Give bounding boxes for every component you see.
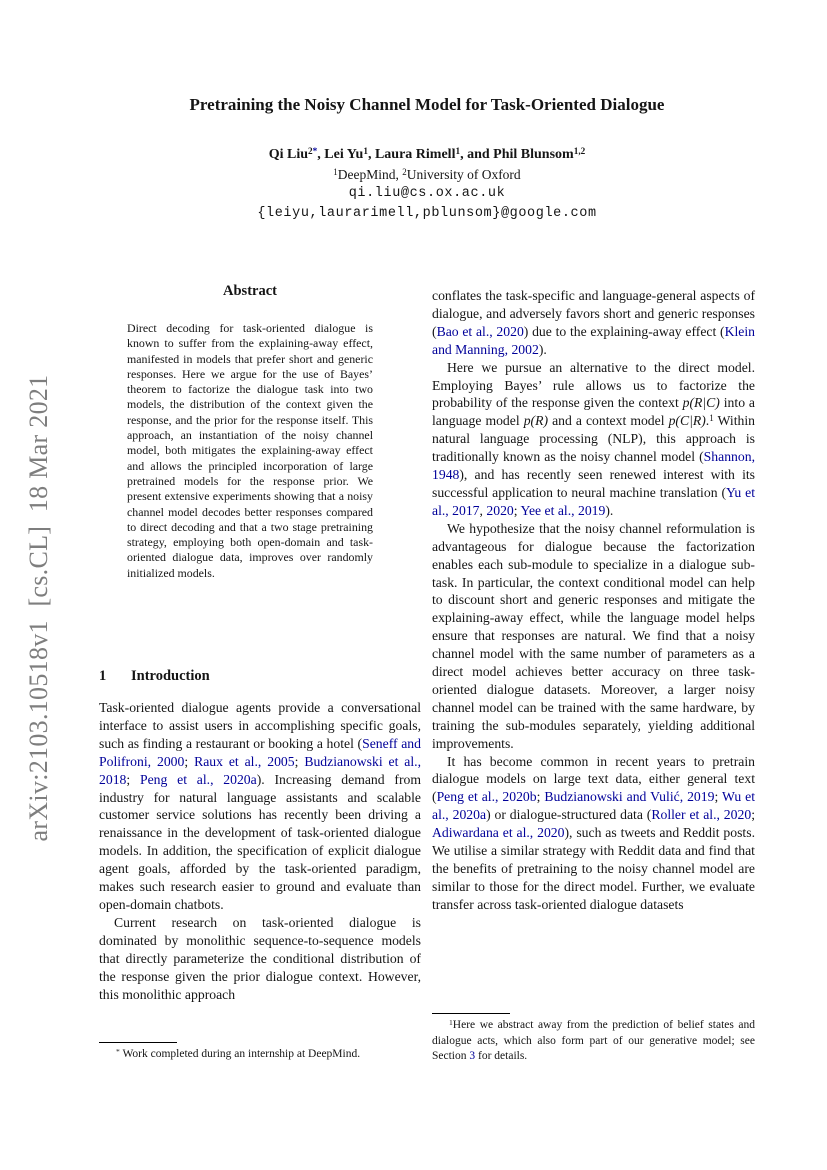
text-run: We hypothesize that the noisy channel reformulation is advantageous for dialogue because the factorization enables each sub-module to specialize in a dialogue sub-task. In particular, the context conditional model can help to discount short and generic responses and mitigate the explaining-away effect, while the language model helps ensure that responses are natural. We find that a noisy channel model with the same number of parameters as a direct model achieves better accuracy on three task-oriented dialogue datasets. Moreover, a larger noisy channel model can be trained with the same hardware, by training the sub-modules separately, yielding additional improvements. [432,520,755,751]
superscript-marker: * [116,1046,120,1056]
text-run: ), such as tweets and Reddit posts. We utilise a similar strategy with Reddit data and find that the benefits of pretraining to the noisy channel model are similar to those for the direct model. Further, we evaluate transfer across task-oriented dialogue datasets [432,825,755,912]
right-column [432,287,755,914]
text-run: for details. [475,1050,528,1062]
text-run: Here we abstract away from the prediction of belief states and dialogue acts, which also form part of our generative model; see Section [432,1019,755,1062]
superscript-marker: 1,2 [573,145,586,156]
text-run: ) due to the explaining-away effect ( [523,323,725,339]
paper-title: Pretraining the Noisy Channel Model for Task-Oriented Dialogue [189,95,665,114]
text-run: ; [294,753,305,769]
math-expression: p(R|C) [682,395,720,411]
text-run: , Lei Yu [317,147,364,162]
text-run: ; [184,753,195,769]
text-run: It has become common in recent years to pretrain dialogue models on large text data, either general text ( [432,753,755,805]
superscript-marker: 1 [333,167,338,177]
citation-link[interactable]: Yee et al., 2019 [520,502,606,518]
footnote-left [99,1042,421,1063]
text-run: Current research on task-oriented dialogue is dominated by monolithic sequence-to-sequence models that directly parameterize the conditional distribution of the response given the prior dialogue context. However, this monolithic approach [99,914,421,1002]
text-run: . [705,413,710,429]
citation-link[interactable]: 2020 [486,502,514,518]
text-run: ). [538,341,547,357]
citation-link[interactable]: Budzianowski and Vulić, 2019 [544,789,715,805]
arxiv-watermark: arXiv:2103.10518v1 [cs.CL] 18 Mar 2021 [24,374,53,842]
footnote-right [432,1013,755,1065]
superscript-marker: 1 [455,145,461,156]
section-number: 1 [99,668,107,684]
text-run: ). [605,502,614,518]
text-run: ; [513,502,521,518]
citation-link[interactable]: Adiwardana et al., 2020 [432,825,565,841]
citation-link[interactable]: Bao et al., 2020 [436,323,524,339]
paragraph [432,520,755,753]
citation-link[interactable]: Peng et al., 2020a [139,771,257,787]
paragraph [99,914,421,1004]
superscript-marker: 1 [449,1017,453,1027]
paragraph [432,287,755,359]
paragraph [432,753,755,914]
text-run: ; [751,807,755,823]
text-run: , [479,502,487,518]
citation-link[interactable]: Seneff and Polifroni, 2000 [99,735,421,769]
text-run: ). Increasing demand from industry for natural language assistants and scalable customer service solutions has recently been driving a renaissance in the development of task-oriented dialogue models. In addition, the specification of explicit dialogue agent goals, afforded by the task-oriented paradigm, makes such research easier to ground and evaluate than open-domain chatbots. [99,771,421,912]
abstract-block [127,283,373,581]
footnote-text [432,1018,755,1065]
citation-link[interactable]: Klein and Manning, 2002 [432,323,755,357]
citation-link[interactable]: Yu et al., 2017 [432,484,756,518]
abstract-text [127,321,373,581]
footnote-rule [99,1042,177,1043]
citation-link[interactable]: Wu et al., 2020a [432,789,756,823]
email-oxford: qi.liu@cs.ox.ac.uk [348,186,506,201]
citation-link[interactable]: * [312,145,318,156]
text-run: Direct decoding for task-oriented dialogue is known to suffer from the explaining-away effect, manifested in models that prefer short and generic responses. Here we argue for the use of Bayes’ theorem to factorize the dialogue task into two models, the distribution of the context given the response, and the prior for the response itself. This approach, an instantiation of the noisy channel model, both mitigates the explaining-away effect and allows the principled incorporation of large pretrained models for the response prior. We present extensive experiments showing that a noisy channel model decodes better responses compared to direct decoding and that a two stage pretraining strategy, employing both open-domain and task-oriented dialogue data, improves over randomly initialized models. [127,321,373,580]
superscript-marker: 1 [709,413,714,424]
citation-link[interactable]: Shannon, 1948 [432,449,755,483]
text-run: ; [714,789,722,805]
paragraph [99,699,421,914]
text-run: Here we pursue an alternative to the direct model. Employing Bayes’ rule allows us to factorize the probability of the response given the context [432,359,755,411]
text-run: Work completed during an internship at DeepMind. [119,1048,361,1060]
citation-link[interactable]: Budzianowski et al., 2018 [99,753,422,787]
citation-link[interactable]: 3 [469,1050,476,1062]
paragraph [432,359,755,520]
text-run: Task-oriented dialogue agents provide a conversational interface to assist users in accomplishing specific goals, such as finding a restaurant or booking a hotel ( [99,700,421,751]
text-run: and a context model [548,413,669,429]
text-run: into a language model [432,395,756,429]
text-run: ; [536,789,545,805]
left-column [99,668,421,1003]
email-google: {leiyu,laurarimell,pblunsom}@google.com [257,206,597,221]
text-run: conflates the task-specific and language-general aspects of dialogue, and adversely favors short and generic responses ( [432,288,755,339]
math-expression: p(C|R) [668,413,706,429]
affiliation-line [86,167,768,183]
text-run: ), and has recently seen renewed interest with its successful application to neural machine translation ( [432,467,755,500]
text-run: DeepMind, [337,167,403,182]
text-run: ; [126,771,140,787]
footnote-rule [432,1013,510,1014]
section-title: Introduction [131,668,210,684]
section-heading-introduction [99,668,421,685]
text-run: , Laura Rimell [367,147,456,162]
superscript-marker: 1 [363,145,368,156]
citation-link[interactable]: Raux et al., 2005 [194,753,295,769]
math-expression: p(R) [523,413,549,429]
text-run: , and Phil Blunsom [460,147,574,162]
text-run: University of Oxford [406,167,521,182]
citation-link[interactable]: Peng et al., 2020b [436,789,537,805]
footnote-text [99,1047,421,1063]
superscript-marker: 2 [402,167,407,177]
citation-link[interactable]: Roller et al., 2020 [651,807,752,823]
text-run: Qi Liu [268,147,309,162]
superscript-marker: 2 [308,145,313,156]
text-run: Within natural language processing (NLP), this approach is traditionally known as the noisy channel model ( [432,413,755,465]
text-run: ) or dialogue-structured data ( [486,807,652,823]
author-line [86,147,768,163]
abstract-heading: Abstract [223,283,277,299]
